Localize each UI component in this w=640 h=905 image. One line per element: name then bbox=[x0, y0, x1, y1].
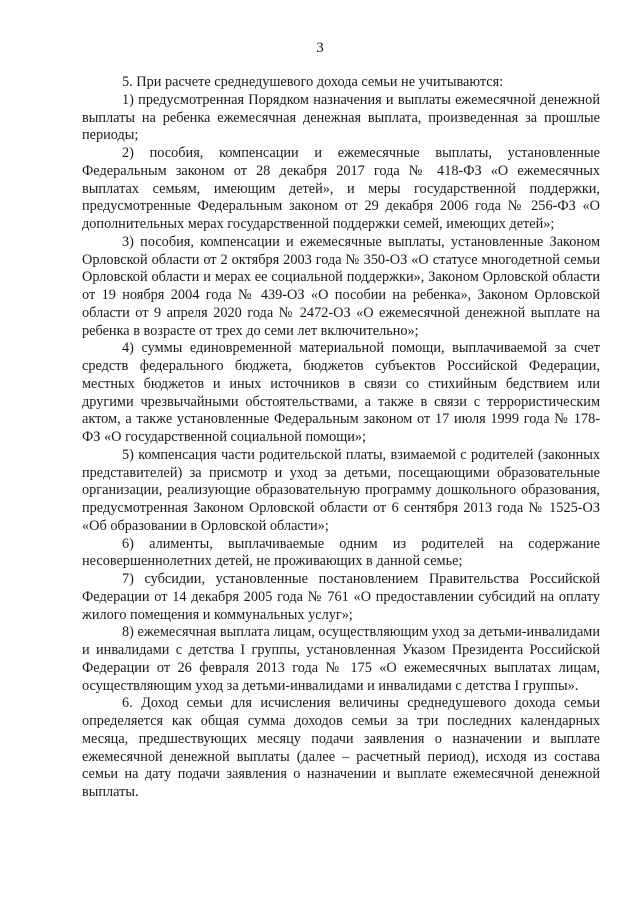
list-item-6: 6) алименты, выплачиваемые одним из родителей на содержание несовершеннолетних детей, не проживающих в данной семье; bbox=[82, 535, 600, 570]
page-number: 3 bbox=[316, 40, 324, 56]
list-item-3: 3) пособия, компенсации и ежемесячные выплаты, установленные Законом Орловской области от 2 октября 2003 года № 350-ОЗ «О статусе многодетной семьи Орловской области и мерах ее социальной поддержки», Законом Орловской области от 19 ноября 2004 года № 439-ОЗ «О пособии на ребенка», Законом Орловской области от 9 апреля 2020 года № 2472-ОЗ «О ежемесячной денежной выплате на ребенка в возрасте от трех до семи лет включительно»; bbox=[82, 233, 600, 339]
list-item-1: 1) предусмотренная Порядком назначения и выплаты ежемесячной денежной выплаты на ребенка ежемесячная денежная выплата, произведенная за прошлые периоды; bbox=[82, 91, 600, 144]
section-6-paragraph: 6. Доход семьи для исчисления величины среднедушевого дохода семьи определяется как общая сумма доходов семьи за три последних календарных месяца, предшествующих месяцу подачи заявления о назначении и выплате ежемесячной денежной выплаты (далее – расчетный период), исходя из состава семьи на дату подачи заявления о назначении и выплате ежемесячной денежной выплаты. bbox=[82, 695, 600, 800]
list-item-2: 2) пособия, компенсации и ежемесячные выплаты, установленные Федеральным законом от 28 декабря 2017 года № 418-ФЗ «О ежемесячных выплатах семьям, имеющим детей», и меры государственной поддержки, предусмотренные Федеральным законом от 29 декабря 2006 года № 256-ФЗ «О дополнительных мерах государственной поддержки семей, имеющих детей»; bbox=[82, 145, 600, 232]
list-item-8: 8) ежемесячная выплата лицам, осуществляющим уход за детьми-инвалидами и инвалидами с детства I группы, установленная Указом Президента Российской Федерации от 26 февраля 2013 года № 175 «О ежемесячных выплатах лицам, осуществляющим уход за детьми-инвалидами и инвалидами с детства I группы». bbox=[82, 624, 600, 694]
document-body bbox=[82, 74, 600, 802]
list-item-7: 7) субсидии, установленные постановлением Правительства Российской Федерации от 14 декабря 2005 года № 761 «О предоставлении субсидий на оплату жилого помещения и коммунальных услуг»; bbox=[82, 571, 600, 623]
list-item-4: 4) суммы единовременной материальной помощи, выплачиваемой за счет средств федерального бюджета, бюджетов субъектов Российской Федерации, местных бюджетов и иных источников в связи со стихийным бедствием или другими чрезвычайными обстоятельствами, а также в связи с террористическим актом, а также установленные Федеральным законом от 17 июля 1999 года № 178-ФЗ «О государственной социальной помощи»; bbox=[82, 340, 600, 445]
section-5-heading: 5. При расчете среднедушевого дохода семьи не учитываются: bbox=[122, 74, 504, 90]
list-item-5: 5) компенсация части родительской платы, взимаемой с родителей (законных представителей) за присмотр и уход за детьми, посещающими образовательные организации, реализующие образовательную программу дошкольного образования, предусмотренная Законом Орловской области от 6 сентября 2013 года № 1525-ОЗ «Об образовании в Орловской области»; bbox=[82, 446, 600, 534]
